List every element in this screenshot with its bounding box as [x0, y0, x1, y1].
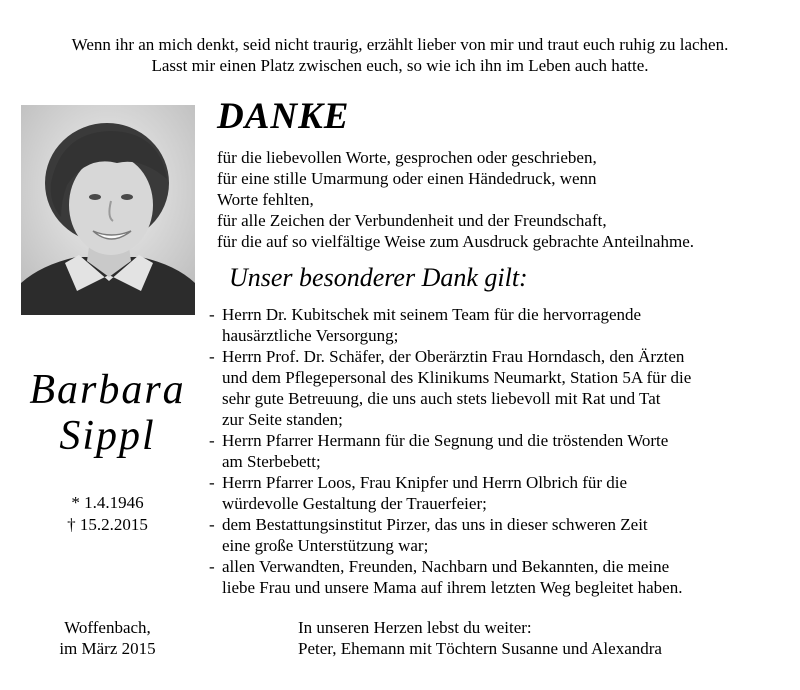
list-item	[209, 514, 789, 556]
dash-bullet: -	[209, 347, 215, 366]
birth-date: * 1.4.1946	[71, 493, 144, 512]
motto-line-1: Wenn ihr an mich denkt, seid nicht traurig, erzählt lieber von mir und traut euch ruhig zu lachen.	[71, 35, 729, 54]
dash-bullet: -	[209, 305, 215, 324]
list-item-line: Herrn Pfarrer Loos, Frau Knipfer und Herrn Olbrich für die	[222, 473, 628, 492]
signature-line: Peter, Ehemann mit Töchtern Susanne und Alexandra	[298, 639, 662, 658]
special-thanks-heading: Unser besonderer Dank gilt:	[229, 263, 528, 292]
thanks-list	[209, 304, 789, 598]
deceased-first-name: Barbara	[29, 367, 186, 413]
list-item-line: hausärztliche Versorgung;	[222, 326, 399, 345]
list-item-line: allen Verwandten, Freunden, Nachbarn und Bekannten, die meine	[222, 557, 670, 576]
list-item	[209, 430, 789, 472]
thanks-line: für die liebevollen Worte, gesprochen oder geschrieben,	[217, 148, 597, 167]
page-title: DANKE	[217, 96, 350, 137]
list-item	[209, 556, 789, 598]
death-date: † 15.2.2015	[67, 515, 148, 534]
list-item-line: Herrn Dr. Kubitschek mit seinem Team für die hervorragende	[222, 305, 642, 324]
thanks-line: für eine stille Umarmung oder einen Händedruck, wenn	[217, 169, 597, 188]
dash-bullet: -	[209, 557, 215, 576]
list-item	[209, 304, 789, 346]
portrait-illustration	[21, 105, 195, 315]
list-item-line: Herrn Prof. Dr. Schäfer, der Oberärztin Frau Horndasch, den Ärzten	[222, 347, 685, 366]
list-item-line: am Sterbebett;	[222, 452, 321, 471]
list-item-line: zur Seite standen;	[222, 410, 343, 429]
list-item	[209, 346, 789, 430]
closing-line: In unseren Herzen lebst du weiter:	[298, 618, 532, 637]
list-item-line: und dem Pflegepersonal des Klinikums Neumarkt, Station 5A für die	[222, 368, 692, 387]
place-and-date	[0, 617, 215, 659]
list-item-line: würdevolle Gestaltung der Trauerfeier;	[222, 494, 487, 513]
list-item-line: liebe Frau und unsere Mama auf ihrem letzten Weg begleitet haben.	[222, 578, 683, 597]
list-item-line: Herrn Pfarrer Hermann für die Segnung und die tröstenden Worte	[222, 431, 669, 450]
motto-line-2: Lasst mir einen Platz zwischen euch, so wie ich ihn im Leben auch hatte.	[151, 56, 649, 75]
list-item	[209, 472, 789, 514]
dash-bullet: -	[209, 515, 215, 534]
dash-bullet: -	[209, 431, 215, 450]
date-line: im März 2015	[59, 639, 156, 658]
motto	[0, 34, 800, 76]
portrait-photo	[21, 105, 195, 315]
life-dates	[0, 492, 215, 536]
dash-bullet: -	[209, 473, 215, 492]
place-line: Woffenbach,	[64, 618, 151, 637]
list-item-line: dem Bestattungsinstitut Pirzer, das uns in dieser schweren Zeit	[222, 515, 648, 534]
thanks-line: für die auf so vielfältige Weise zum Ausdruck gebrachte Anteilnahme.	[217, 232, 694, 251]
deceased-last-name: Sippl	[59, 413, 156, 459]
list-item-line: sehr gute Betreuung, die uns auch stets liebevoll mit Rat und Tat	[222, 389, 661, 408]
list-item-line: eine große Unterstützung war;	[222, 536, 429, 555]
thanks-line: für alle Zeichen der Verbundenheit und der Freundschaft,	[217, 211, 607, 230]
closing-signature	[298, 617, 662, 659]
thanks-line: Worte fehlten,	[217, 190, 314, 209]
thanks-lines	[217, 147, 694, 252]
